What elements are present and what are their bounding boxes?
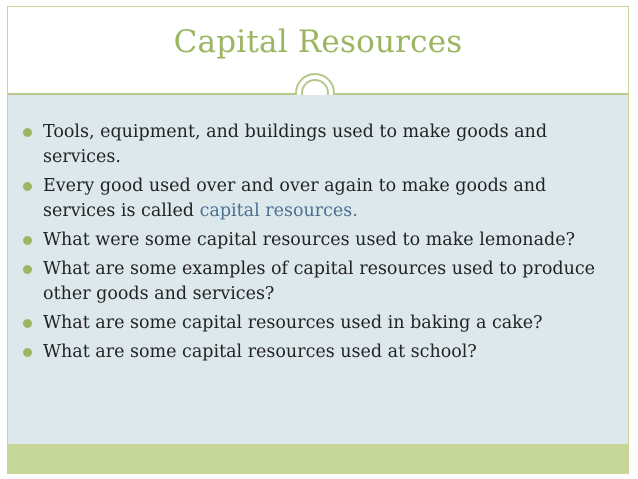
bullet-icon <box>23 128 32 137</box>
slide <box>7 6 629 474</box>
bullet-item <box>8 340 628 365</box>
bullet-item <box>8 228 628 253</box>
slide-title: Capital Resources <box>173 24 463 60</box>
bullet-icon <box>23 236 32 245</box>
bullet-icon <box>23 265 32 274</box>
bullet-text: What are some capital resources used at school? <box>43 342 477 362</box>
bullet-text: What are some examples of capital resources used to produce other goods and services? <box>43 259 596 304</box>
bullet-list <box>8 120 628 369</box>
bullet-icon <box>23 319 32 328</box>
bullet-item <box>8 257 628 307</box>
bullet-text: What were some capital resources used to make lemonade? <box>43 230 575 250</box>
bullet-item <box>8 174 628 224</box>
bullet-text: What are some capital resources used in baking a cake? <box>43 313 543 333</box>
bullet-highlight: capital resources. <box>199 201 358 221</box>
bullet-icon <box>23 182 32 191</box>
bullet-text: Every good used over and over again to make goods and services is called <box>43 176 547 221</box>
bullet-item <box>8 120 628 170</box>
bullet-item <box>8 311 628 336</box>
bullet-icon <box>23 348 32 357</box>
bullet-text: Tools, equipment, and buildings used to make goods and services. <box>43 122 548 167</box>
content-area <box>8 95 628 444</box>
bottom-accent-bar <box>8 444 628 473</box>
